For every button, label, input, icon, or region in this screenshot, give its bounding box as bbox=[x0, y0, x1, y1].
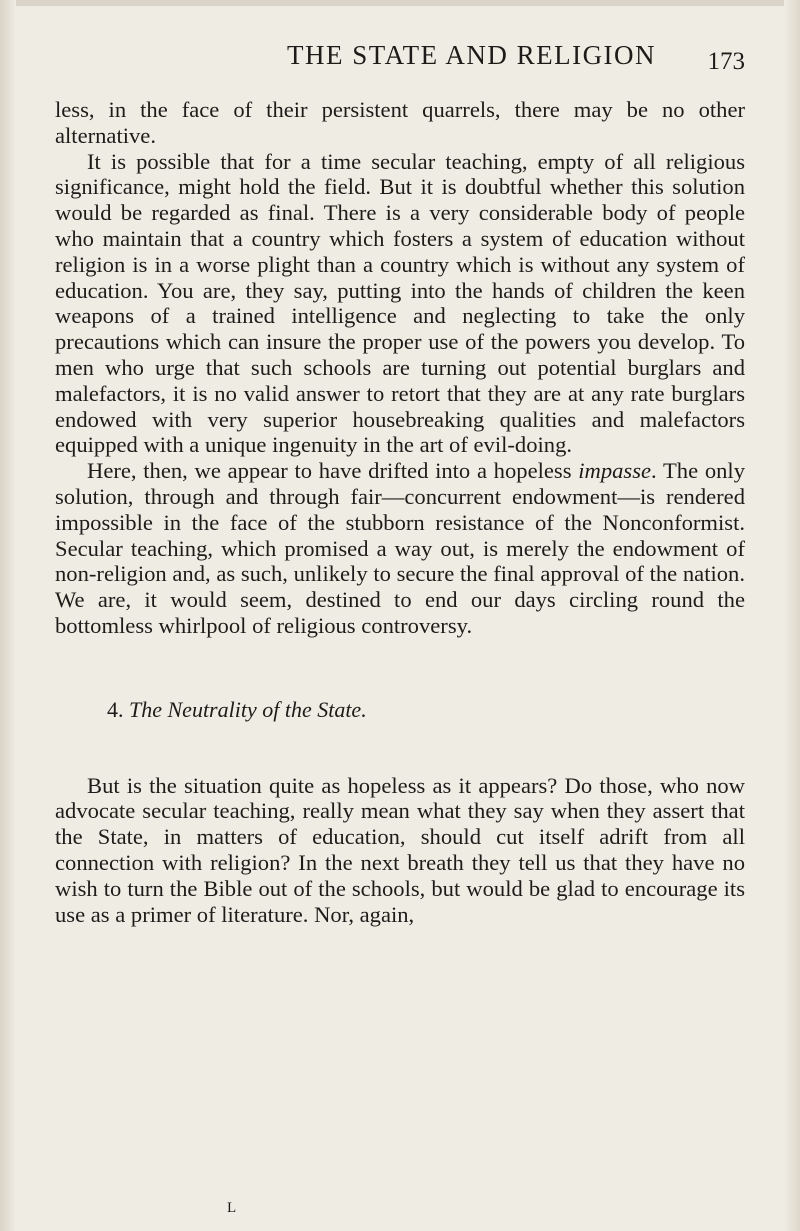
book-page bbox=[55, 0, 745, 1231]
section-heading bbox=[55, 697, 745, 723]
scan-edge-right bbox=[784, 0, 800, 1231]
impasse-text-before: Here, then, we appear to have drifted into a hopeless bbox=[87, 458, 579, 484]
running-head bbox=[55, 40, 745, 90]
section-number: 4. bbox=[107, 696, 124, 722]
paragraph-impasse bbox=[55, 458, 745, 639]
paragraph-continuation: less, in the face of their persistent quarrels, there may be no other alternative. bbox=[55, 97, 745, 148]
scan-edge-left bbox=[0, 0, 16, 1231]
impasse-text-after: . The only solution, through and through fair—concurrent endowment—is rendered impossible in the face of the stubborn resistance of the Nonconformist. Secular teaching, which promised a way out, is merely the endowment of non-religion and, as such, unlikely to secure the final approval of the nation. We are, it would seem, destined to end our days circling round the bottomless whirlpool of religious controversy. bbox=[55, 458, 745, 638]
paragraph-secular-teaching: It is possible that for a time secular teaching, empty of all religious significance, might hold the field. But it is doubtful whether this solution would be regarded as final. There is a very considerable body of people who maintain that a country which fosters a system of education without religion is in a worse plight than a country which is without any system of education. You are, they say, putting into the hands of children the keen weapons of a trained intelligence and neglecting to take the only precautions which can insure the proper use of the powers you develop. To men who urge that such schools are turning out potential burglars and malefactors, it is no valid answer to retort that they are at any rate burglars endowed with very superior housebreaking qualities and malefactors equipped with a unique ingenuity in the art of evil-doing. bbox=[55, 148, 745, 458]
paragraph-neutrality: But is the situation quite as hopeless as it appears? Do those, who now advocate secular teaching, really mean what they say when they assert that the State, in matters of education, should cut itself adrift from all connection with religion? In the next breath they tell us that they have no wish to turn the Bible out of the schools, but would be glad to encourage its use as a primer of literature. Nor, again, bbox=[55, 772, 745, 927]
page-number: 173 bbox=[707, 48, 745, 75]
body-text bbox=[55, 97, 745, 927]
running-title: THE STATE AND RELIGION bbox=[287, 40, 657, 70]
impasse-italic-word: impasse bbox=[578, 458, 652, 484]
signature-mark: L bbox=[227, 1200, 237, 1216]
section-title: The Neutrality of the State. bbox=[129, 696, 367, 722]
